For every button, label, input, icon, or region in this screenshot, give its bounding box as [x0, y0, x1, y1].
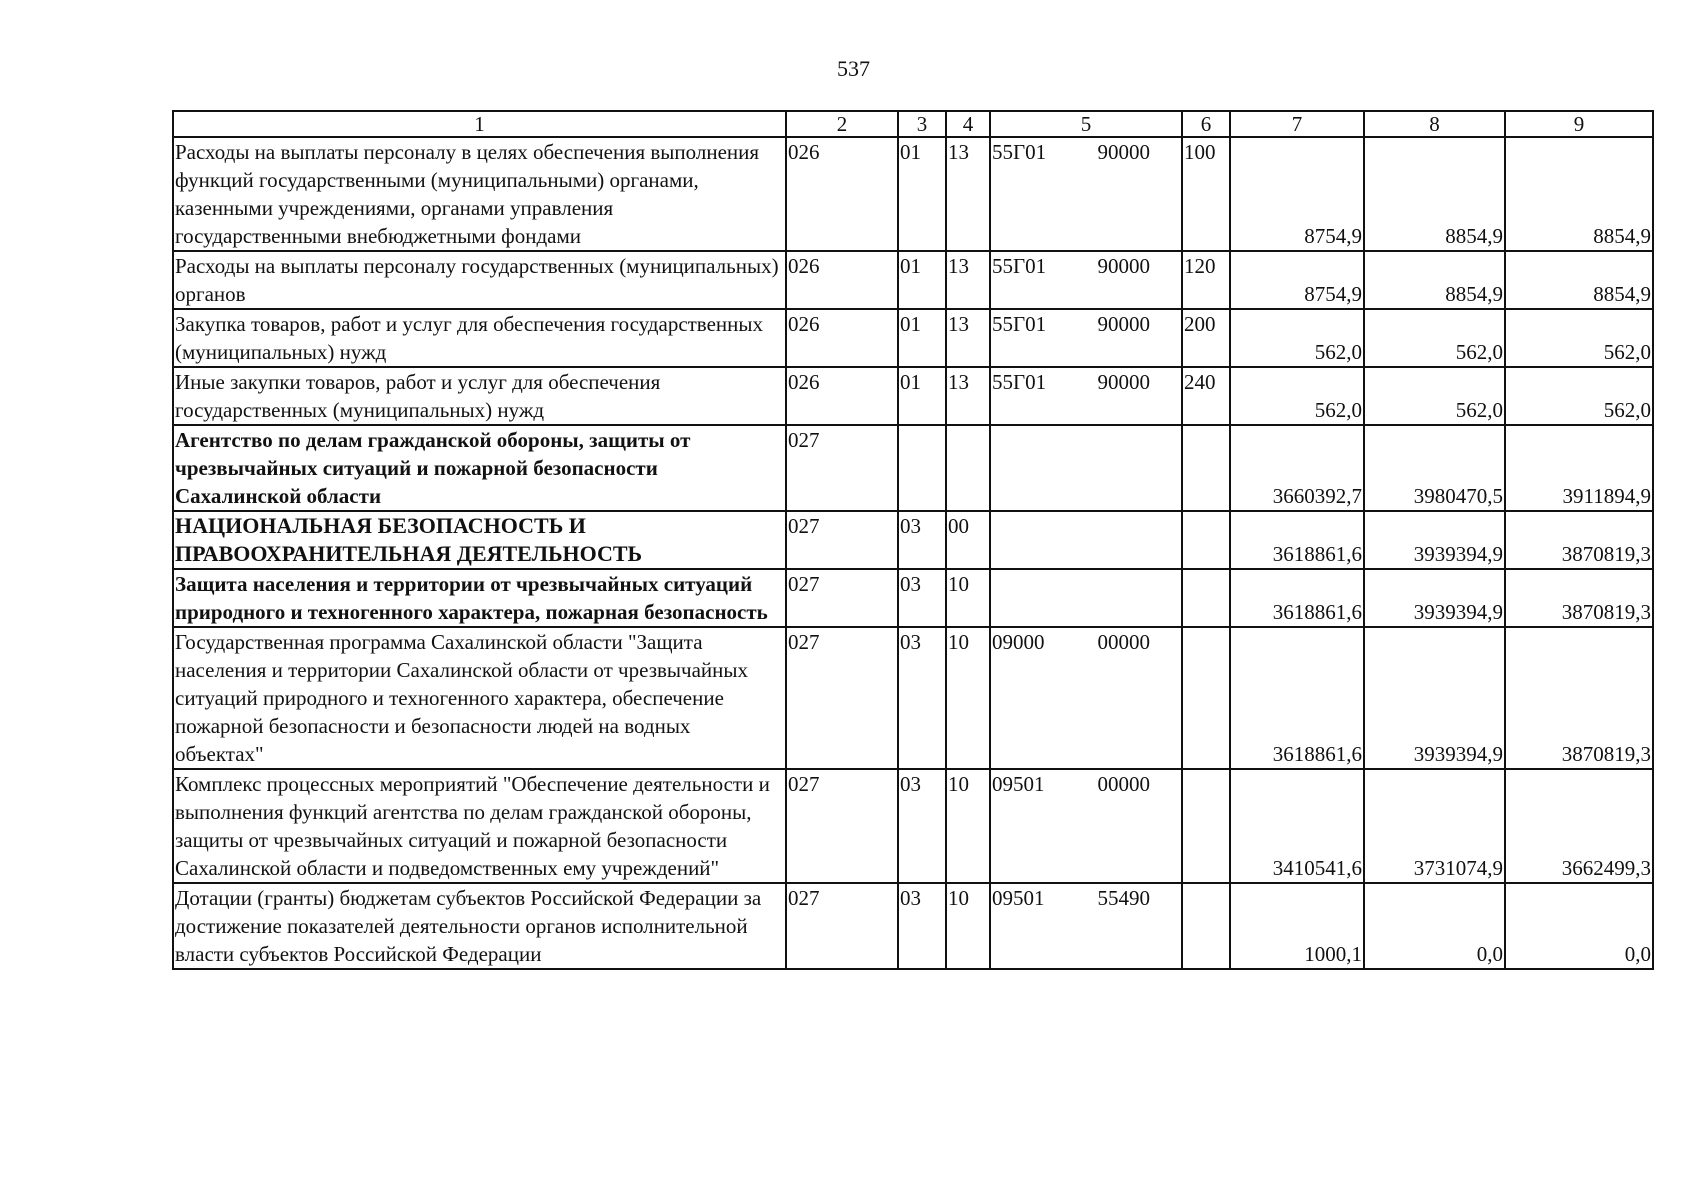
cell-subsection-code: 10	[946, 883, 990, 969]
cell-expense-type: 100	[1182, 137, 1230, 251]
cell-subsection-code: 13	[946, 309, 990, 367]
cell-amount-col8: 3939394,9	[1364, 511, 1505, 569]
table-row	[173, 367, 1653, 425]
cell-ministry-code: 026	[786, 309, 898, 367]
cell-target-article	[990, 137, 1182, 251]
cell-expense-type	[1182, 425, 1230, 511]
row-description: Защита населения и территории от чрезвычайных ситуаций природного и техногенного характера, пожарная безопасность	[173, 569, 786, 627]
cell-section-code: 03	[898, 627, 946, 769]
target-article-program: 55Г01	[992, 254, 1047, 278]
target-article-program: 09501	[992, 886, 1045, 910]
target-article-program: 55Г01	[992, 140, 1047, 164]
cell-ministry-code: 027	[786, 569, 898, 627]
cell-ministry-code: 027	[786, 511, 898, 569]
row-description: Иные закупки товаров, работ и услуг для обеспечения государственных (муниципальных) нужд	[173, 367, 786, 425]
cell-amount-col7: 562,0	[1230, 309, 1364, 367]
col-header-9: 9	[1505, 111, 1653, 137]
table-row	[173, 569, 1653, 627]
cell-section-code	[898, 425, 946, 511]
target-article-direction: 00000	[1097, 630, 1150, 654]
cell-section-code: 03	[898, 511, 946, 569]
cell-amount-col8: 3731074,9	[1364, 769, 1505, 883]
table-row	[173, 425, 1653, 511]
cell-subsection-code: 10	[946, 627, 990, 769]
cell-ministry-code: 027	[786, 883, 898, 969]
cell-expense-type	[1182, 769, 1230, 883]
target-article-direction: 90000	[1097, 370, 1150, 394]
cell-ministry-code: 027	[786, 627, 898, 769]
cell-amount-col9: 3662499,3	[1505, 769, 1653, 883]
row-description: Закупка товаров, работ и услуг для обеспечения государственных (муниципальных) нужд	[173, 309, 786, 367]
cell-section-code: 01	[898, 137, 946, 251]
cell-section-code: 03	[898, 769, 946, 883]
cell-amount-col7: 3618861,6	[1230, 511, 1364, 569]
table-row	[173, 309, 1653, 367]
target-article-program: 09501	[992, 772, 1045, 796]
col-header-1: 1	[173, 111, 786, 137]
cell-amount-col7: 1000,1	[1230, 883, 1364, 969]
cell-amount-col7: 3618861,6	[1230, 569, 1364, 627]
cell-target-article	[990, 511, 1182, 569]
cell-section-code: 01	[898, 251, 946, 309]
target-article-program: 09000	[992, 630, 1045, 654]
cell-amount-col9: 8854,9	[1505, 251, 1653, 309]
cell-amount-col8: 3939394,9	[1364, 627, 1505, 769]
cell-ministry-code: 027	[786, 769, 898, 883]
cell-amount-col8: 0,0	[1364, 883, 1505, 969]
cell-ministry-code: 026	[786, 367, 898, 425]
cell-amount-col7: 3618861,6	[1230, 627, 1364, 769]
cell-target-article	[990, 425, 1182, 511]
row-description: НАЦИОНАЛЬНАЯ БЕЗОПАСНОСТЬ И ПРАВООХРАНИТЕЛЬНАЯ ДЕЯТЕЛЬНОСТЬ	[173, 511, 786, 569]
cell-amount-col7: 8754,9	[1230, 137, 1364, 251]
target-article-direction: 90000	[1097, 140, 1150, 164]
target-article-program: 55Г01	[992, 312, 1047, 336]
cell-amount-col8: 8854,9	[1364, 137, 1505, 251]
table-row	[173, 883, 1653, 969]
row-description: Расходы на выплаты персоналу государственных (муниципальных) органов	[173, 251, 786, 309]
target-article-direction: 90000	[1097, 254, 1150, 278]
cell-amount-col8: 562,0	[1364, 367, 1505, 425]
table-row	[173, 769, 1653, 883]
cell-amount-col9: 562,0	[1505, 309, 1653, 367]
col-header-8: 8	[1364, 111, 1505, 137]
cell-expense-type: 200	[1182, 309, 1230, 367]
col-header-5: 5	[990, 111, 1182, 137]
cell-target-article	[990, 569, 1182, 627]
cell-amount-col8: 8854,9	[1364, 251, 1505, 309]
row-description: Комплекс процессных мероприятий "Обеспечение деятельности и выполнения функций агентства по делам гражданской обороны, защиты от чрезвычайных ситуаций и пожарной безопасности Сахалинской области и подведомственных ему учреждений"	[173, 769, 786, 883]
cell-target-article	[990, 769, 1182, 883]
cell-amount-col8: 3939394,9	[1364, 569, 1505, 627]
table-row	[173, 137, 1653, 251]
cell-amount-col8: 562,0	[1364, 309, 1505, 367]
row-description: Агентство по делам гражданской обороны, защиты от чрезвычайных ситуаций и пожарной безопасности Сахалинской области	[173, 425, 786, 511]
cell-amount-col9: 3870819,3	[1505, 511, 1653, 569]
budget-table	[172, 110, 1654, 970]
cell-subsection-code	[946, 425, 990, 511]
cell-amount-col9: 3911894,9	[1505, 425, 1653, 511]
table-row	[173, 251, 1653, 309]
col-header-3: 3	[898, 111, 946, 137]
cell-section-code: 03	[898, 569, 946, 627]
target-article-direction: 90000	[1097, 312, 1150, 336]
page-number: 537	[837, 56, 870, 81]
cell-amount-col8: 3980470,5	[1364, 425, 1505, 511]
table-row	[173, 627, 1653, 769]
cell-ministry-code: 026	[786, 137, 898, 251]
cell-amount-col9: 3870819,3	[1505, 569, 1653, 627]
cell-expense-type	[1182, 883, 1230, 969]
row-description: Дотации (гранты) бюджетам субъектов Российской Федерации за достижение показателей деятельности органов исполнительной власти субъектов Российской Федерации	[173, 883, 786, 969]
target-article-program: 55Г01	[992, 370, 1047, 394]
cell-ministry-code: 026	[786, 251, 898, 309]
cell-amount-col9: 562,0	[1505, 367, 1653, 425]
col-header-7: 7	[1230, 111, 1364, 137]
cell-amount-col9: 3870819,3	[1505, 627, 1653, 769]
cell-subsection-code: 13	[946, 251, 990, 309]
cell-expense-type: 240	[1182, 367, 1230, 425]
cell-amount-col7: 8754,9	[1230, 251, 1364, 309]
cell-target-article	[990, 627, 1182, 769]
cell-subsection-code: 00	[946, 511, 990, 569]
cell-subsection-code: 10	[946, 569, 990, 627]
cell-amount-col7: 562,0	[1230, 367, 1364, 425]
row-description: Расходы на выплаты персоналу в целях обеспечения выполнения функций государственными (муниципальными) органами, казенными учреждениями, органами управления государственными внебюджетными фондами	[173, 137, 786, 251]
cell-expense-type: 120	[1182, 251, 1230, 309]
cell-target-article	[990, 367, 1182, 425]
cell-expense-type	[1182, 627, 1230, 769]
cell-amount-col7: 3660392,7	[1230, 425, 1364, 511]
cell-section-code: 01	[898, 367, 946, 425]
header-row	[173, 111, 1653, 137]
cell-section-code: 03	[898, 883, 946, 969]
target-article-direction: 55490	[1097, 886, 1150, 910]
cell-subsection-code: 10	[946, 769, 990, 883]
col-header-4: 4	[946, 111, 990, 137]
cell-target-article	[990, 309, 1182, 367]
cell-amount-col9: 8854,9	[1505, 137, 1653, 251]
col-header-2: 2	[786, 111, 898, 137]
cell-subsection-code: 13	[946, 367, 990, 425]
row-description: Государственная программа Сахалинской области "Защита населения и территории Сахалинской области от чрезвычайных ситуаций природного и техногенного характера, обеспечение пожарной безопасности и безопасности людей на водных объектах"	[173, 627, 786, 769]
cell-section-code: 01	[898, 309, 946, 367]
cell-amount-col7: 3410541,6	[1230, 769, 1364, 883]
col-header-6: 6	[1182, 111, 1230, 137]
cell-subsection-code: 13	[946, 137, 990, 251]
cell-target-article	[990, 883, 1182, 969]
cell-expense-type	[1182, 511, 1230, 569]
cell-amount-col9: 0,0	[1505, 883, 1653, 969]
target-article-direction: 00000	[1097, 772, 1150, 796]
cell-target-article	[990, 251, 1182, 309]
table-row	[173, 511, 1653, 569]
cell-expense-type	[1182, 569, 1230, 627]
cell-ministry-code: 027	[786, 425, 898, 511]
